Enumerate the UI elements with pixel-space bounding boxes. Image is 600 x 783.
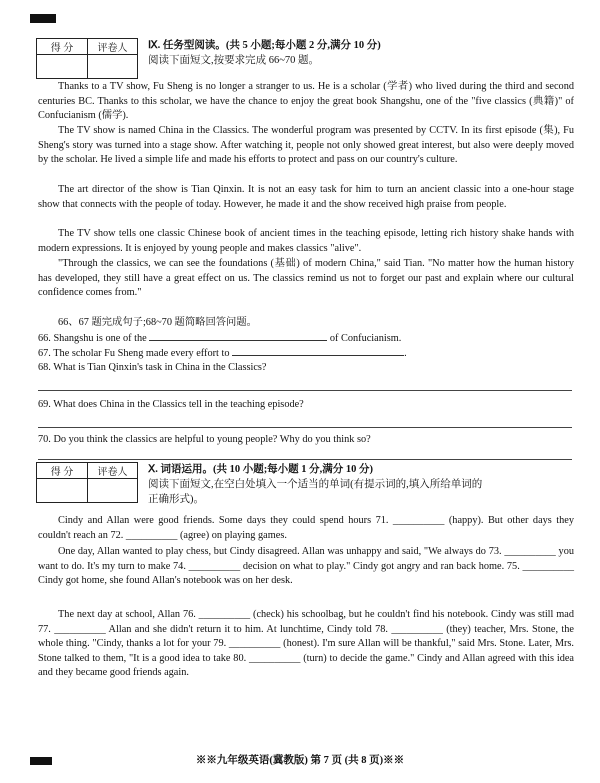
passage10-paragraph-3: The next day at school, Allan 76. __________ (check) his schoolbag, but he couldn't find his notebook. Cindy was still mad 77. __________ Allan and she didn't return it to him. At lunchtime, Cindy told 78. __________ (they) teacher, Mrs. Stone, the whole thing. "Cindy, thanks a lot for your 79. __________ (honest). I'm sure Allan will be thankful," said Mrs. Stone. Later, Mrs. Stone talked to them, "It is a good idea to take 80. __________ (turn) to decide the game." Cindy and Allan agreed with this idea and they became good friends again.: [38, 609, 574, 679]
section10-instruction-1: 阅读下面短文,在空白处填入一个适当的单词(有提示词的,填入所给单词的: [148, 479, 483, 490]
q66-blank[interactable]: [149, 331, 327, 341]
score-cell[interactable]: [37, 55, 88, 79]
section10-instruction-2: 正确形式)。: [148, 494, 204, 505]
section9-instruction: 阅读下面短文,按要求完成 66~70 题。: [148, 55, 320, 66]
question-instruction: 66、67 题完成句子;68~70 题简略回答问题。: [58, 317, 257, 328]
grader-cell[interactable]: [88, 55, 138, 79]
score-table-2: [36, 462, 138, 503]
passage9-paragraph-2: The TV show is named China in the Classics. The wonderful program was presented by CCTV. In its first episode (集), Fu Sheng's story was turned into a stage show. After watching it, people not only showed great interest, but also were deeply moved by the scholar. He lived a simple life and made his efforts to protect and pass on our country's culture.: [38, 125, 574, 166]
question-70: 70. Do you think the classics are helpful to young people? Why do you think so?: [38, 434, 371, 445]
passage9-paragraph-1: Thanks to a TV show, Fu Sheng is no longer a stranger to us. He is a scholar (学者) who lived during the third and second centuries BC. Thanks to this scholar, we have the chance to enjoy the great book Shangshu, one of the "five classics (典籍)" of Confucianism (儒学).: [38, 81, 574, 122]
passage10-paragraph-2: One day, Allan wanted to play chess, but Cindy disagreed. Allan was unhappy and said, "We always do 73. __________ you want to do. It's my turn to make 74. __________ decision on what to play." Cindy got angry and ran back home. 75. __________ Cindy got home, she found Allan's notebook was on her desk.: [38, 546, 574, 587]
passage10-paragraph-1: Cindy and Allan were good friends. Some days they could spend hours 71. __________ (happy). But other days they couldn't reach an 72. __________ (agree) on playing games.: [38, 515, 574, 541]
section9-header: [148, 38, 381, 68]
grader-cell[interactable]: [88, 479, 138, 503]
section10-title: Ⅹ. 词语运用。(共 10 小题;每小题 1 分,满分 10 分): [148, 464, 374, 475]
question-66: 66. Shangshu is one of the of Confucianism.: [38, 333, 402, 344]
q68-answer-line[interactable]: [38, 390, 572, 391]
q70-answer-line[interactable]: [38, 459, 572, 460]
passage9-paragraph-5: "Through the classics, we can see the foundations (基础) of modern China," said Tian. "No matter how the human history has developed, they still have a great effect on us. The classics remind us not to forget our past and explain where our cultural confidence comes from.": [38, 258, 574, 299]
question-68: 68. What is Tian Qinxin's task in China in the Classics?: [38, 362, 267, 373]
q69-answer-line[interactable]: [38, 427, 572, 428]
corner-mark-top: [30, 14, 56, 23]
page-footer: ※※九年级英语(冀教版) 第 7 页 (共 8 页)※※: [195, 755, 405, 766]
score-label: 得 分: [37, 463, 88, 479]
score-cell[interactable]: [37, 479, 88, 503]
grader-label: 评卷人: [88, 463, 138, 479]
score-label: 得 分: [37, 39, 88, 55]
question-69: 69. What does China in the Classics tell in the teaching episode?: [38, 399, 304, 410]
passage9-paragraph-4: The TV show tells one classic Chinese book of ancient times in the teaching episode, letting rich history shake hands with modern expressions. It is enjoyed by young people and makes classics "alive".: [38, 228, 574, 254]
grader-label: 评卷人: [88, 39, 138, 55]
question-67: 67. The scholar Fu Sheng made every effort to .: [38, 348, 407, 359]
passage9-paragraph-3: The art director of the show is Tian Qinxin. It is not an easy task for him to turn an ancient classic into a one-hour stage show that connects with the people of today. However, he made it and the show received high praise from people.: [38, 184, 574, 210]
q67-blank[interactable]: [232, 346, 404, 356]
section10-header: [148, 462, 482, 507]
section9-title: Ⅸ. 任务型阅读。(共 5 小题;每小题 2 分,满分 10 分): [148, 40, 381, 51]
score-table-1: [36, 38, 138, 79]
